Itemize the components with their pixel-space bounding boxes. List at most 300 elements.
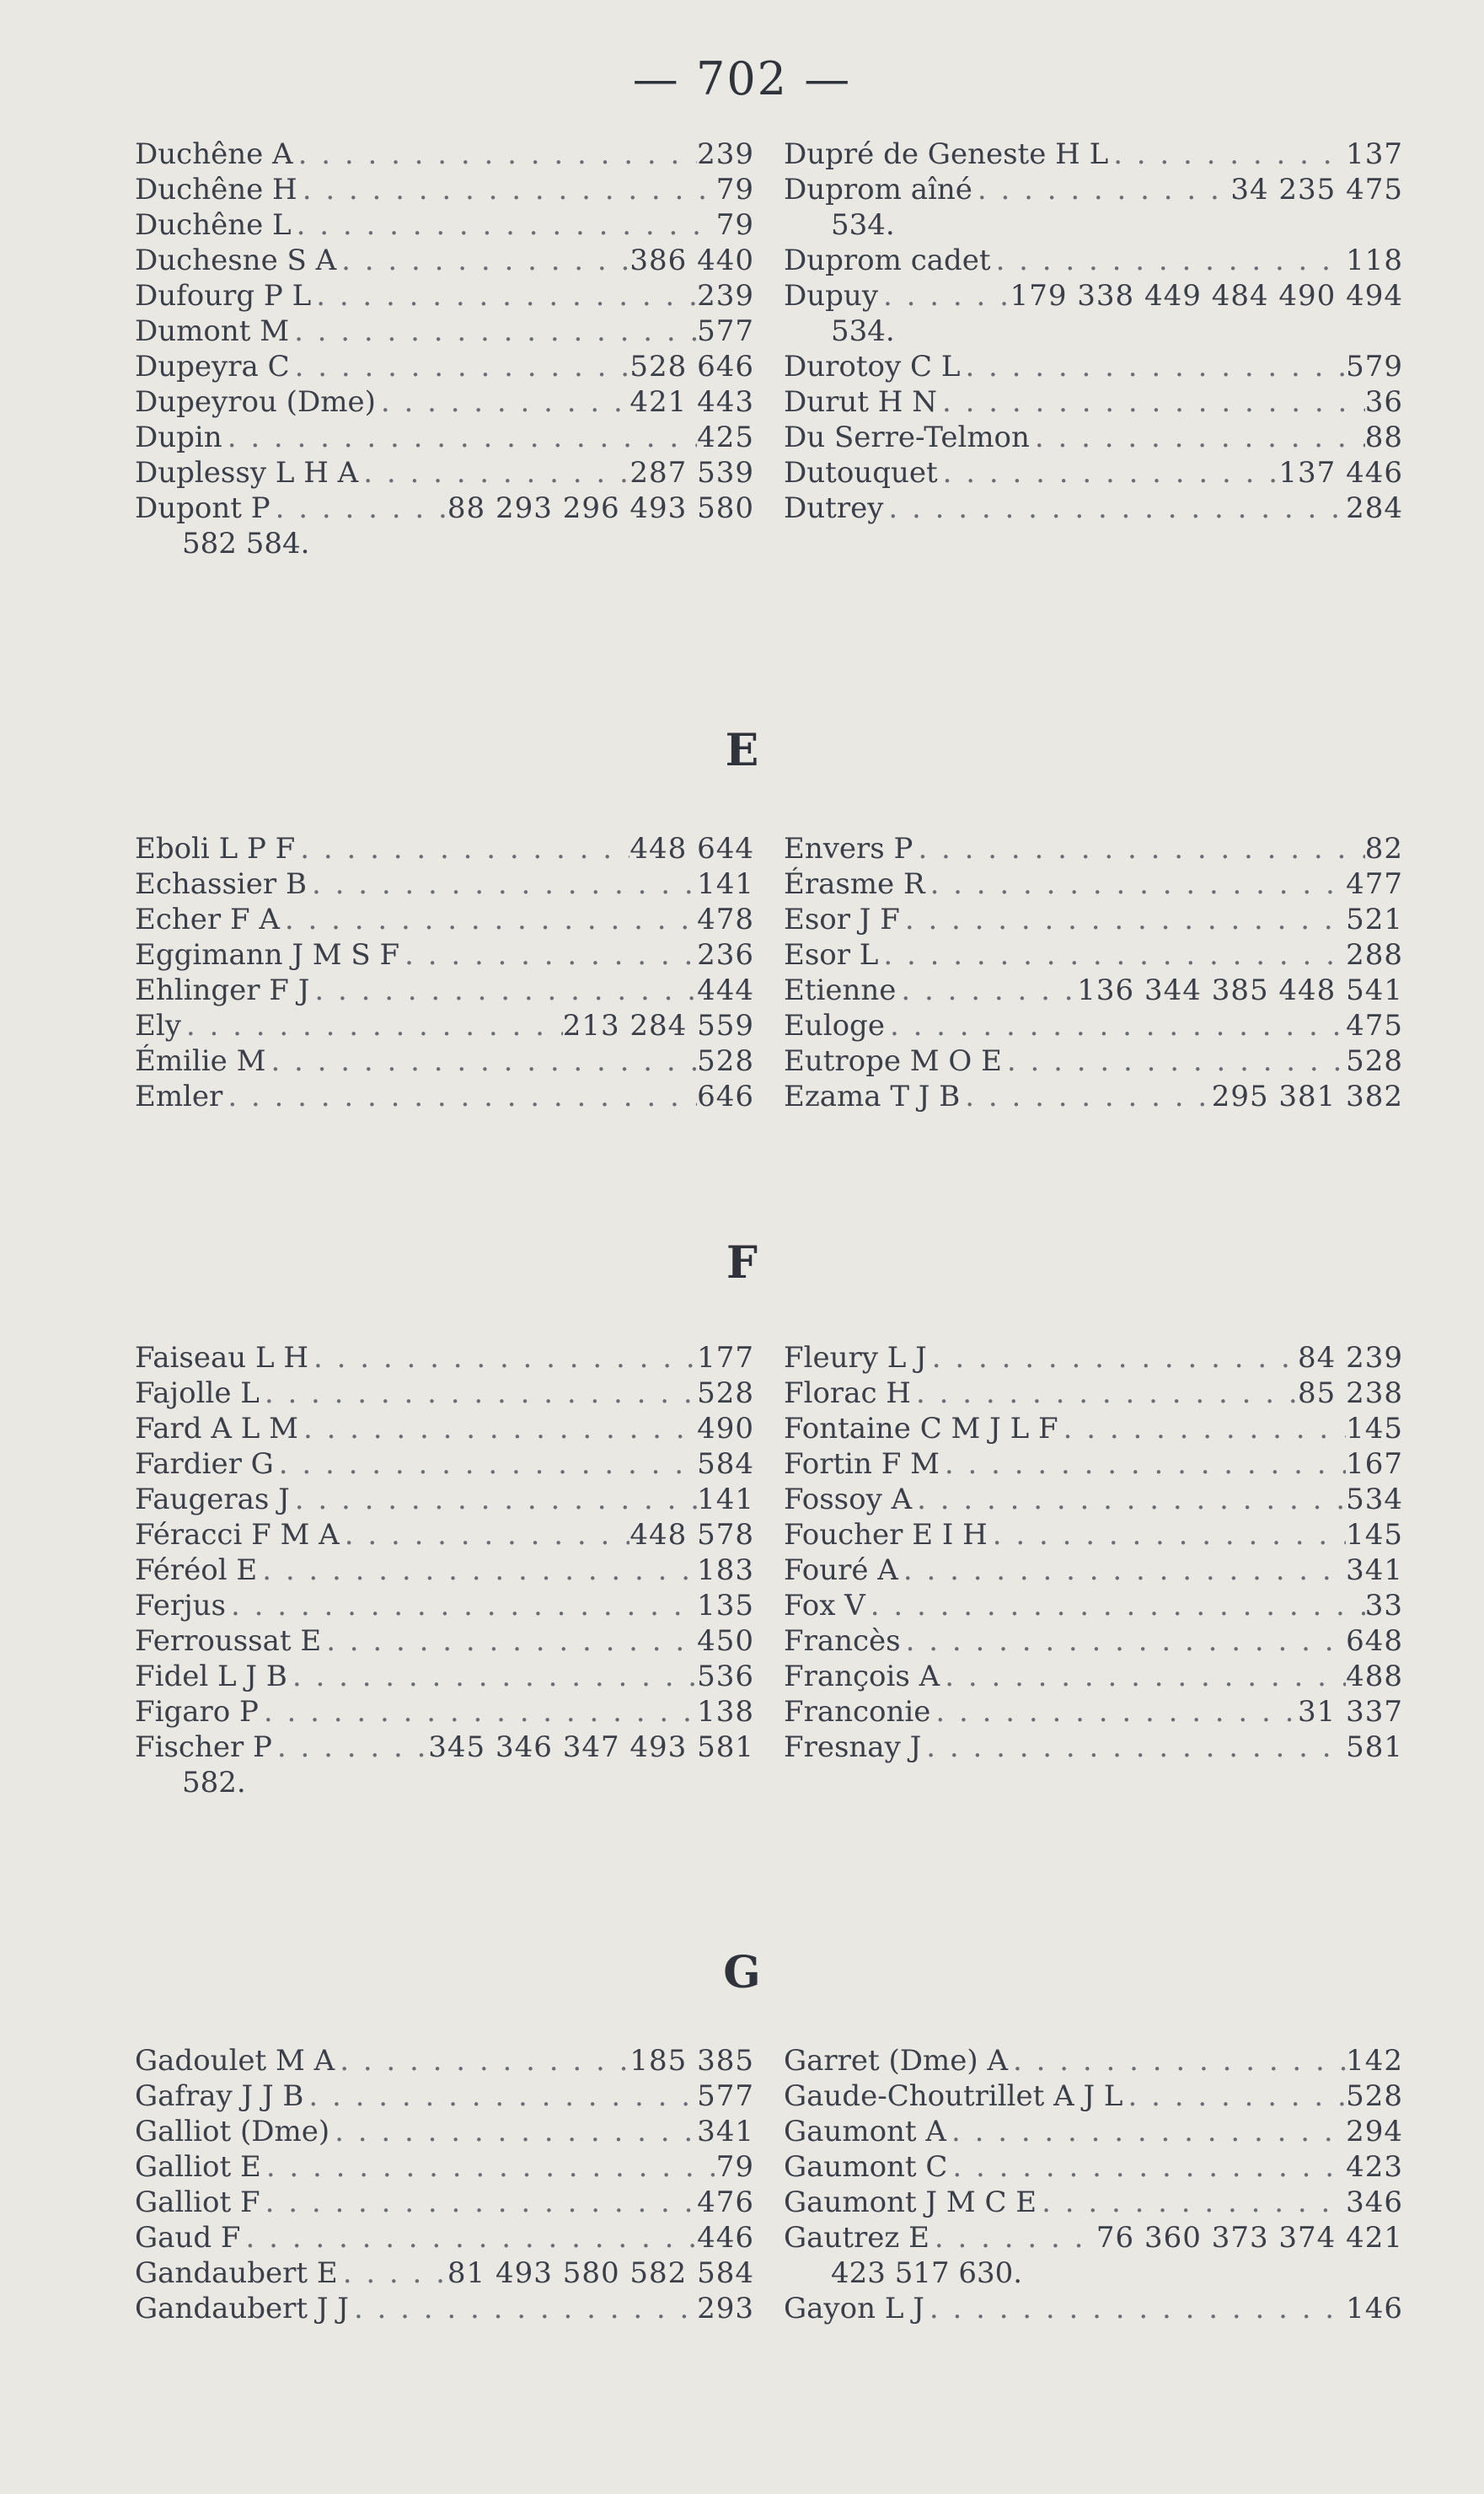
entry-name: Eggimann J M S F [135, 938, 400, 972]
entry-name: Fouré A [784, 1553, 898, 1587]
dot-leader [274, 1446, 697, 1482]
index-entry [135, 278, 754, 314]
section-g-left-column [135, 2043, 754, 2326]
entry-name: Fidel L J B [135, 1660, 287, 1693]
section-e-right-column [784, 831, 1403, 1114]
entry-page-refs: 81 493 580 582 584 [447, 2256, 754, 2290]
dot-leader [338, 2255, 447, 2291]
section-d-right-column-end [784, 349, 1403, 526]
index-entry [784, 455, 1403, 491]
index-entry [135, 1694, 754, 1730]
dot-leader [222, 420, 697, 455]
index-entry [784, 1588, 1403, 1623]
index-entry [784, 2078, 1403, 2114]
dot-leader [991, 243, 1347, 278]
entry-page-refs: 534 [1346, 1483, 1403, 1516]
dot-leader [311, 278, 697, 314]
entry-name: Dupré de Geneste H L [784, 137, 1109, 171]
entry-name: Gaumont J M C E [784, 2186, 1037, 2219]
entry-name: Francès [784, 1624, 901, 1658]
index-entry [784, 137, 1403, 172]
index-entry [135, 2149, 754, 2185]
entry-name: Gaumont C [784, 2150, 948, 2184]
index-entry [135, 491, 754, 526]
entry-page-refs: 646 [697, 1080, 754, 1113]
index-entry [135, 1411, 754, 1446]
dot-leader [865, 1588, 1365, 1623]
dot-leader [289, 314, 697, 349]
entry-name: Gandaubert E [135, 2256, 338, 2290]
entry-page-refs: 183 [697, 1553, 754, 1587]
entry-name: Duchêne H [135, 173, 297, 206]
entry-name: Fortin F M [784, 1447, 940, 1481]
dot-leader [937, 384, 1365, 420]
page-number: — 702 — [632, 52, 852, 105]
dot-leader [1002, 1043, 1346, 1079]
entry-page-refs: 294 [1346, 2115, 1403, 2148]
dot-leader [878, 937, 1346, 973]
entry-page-refs: 584 [697, 1447, 754, 1481]
dot-leader [925, 866, 1347, 902]
entry-name: Féracci F M A [135, 1518, 340, 1552]
entry-page-refs: 138 [697, 1695, 754, 1729]
entry-page-refs: 236 [697, 938, 754, 972]
dot-leader [260, 1376, 697, 1411]
dot-leader [349, 2291, 697, 2326]
entry-name: Eboli L P F [135, 832, 296, 866]
section-letter-f: F [726, 1237, 758, 1289]
entry-page-refs: 36 [1364, 385, 1403, 419]
entry-name: Duchêne L [135, 208, 292, 242]
continuation-line: 582. [182, 1766, 246, 1799]
entry-page-refs: 490 [697, 1412, 754, 1445]
dot-leader [307, 866, 697, 902]
entry-page-refs: 239 [697, 279, 754, 313]
entry-page-refs: 448 578 [629, 1518, 754, 1552]
dot-leader [280, 902, 697, 937]
dot-leader [181, 1008, 563, 1043]
index-entry [135, 384, 754, 420]
index-entry [784, 420, 1403, 455]
index-entry [784, 1340, 1403, 1376]
dot-leader [329, 2114, 697, 2149]
entry-name: Gafray J J B [135, 2079, 304, 2113]
index-entry [784, 831, 1403, 866]
entry-page-refs: 34 235 475 [1230, 173, 1403, 206]
entry-page-refs: 386 440 [629, 244, 754, 277]
entry-page-refs: 141 [697, 1483, 754, 1516]
section-g-right-column-end [784, 2291, 1403, 2326]
index-entry [784, 243, 1403, 278]
dot-leader [272, 1730, 428, 1765]
index-entry [784, 2291, 1403, 2326]
entry-name: Durotoy C L [784, 350, 961, 383]
dot-leader [290, 349, 630, 384]
entry-name: Gaud F [135, 2221, 241, 2255]
dot-leader [883, 491, 1346, 526]
entry-page-refs: 84 239 [1298, 1341, 1403, 1375]
section-letter-g: G [723, 1947, 761, 1998]
index-entry [135, 1340, 754, 1376]
entry-name: Dupuy [784, 279, 879, 313]
entry-name: Fox V [784, 1589, 865, 1622]
entry-page-refs: 536 [697, 1660, 754, 1693]
index-entry [135, 314, 754, 349]
section-e-left-column [135, 831, 754, 1114]
index-entry [784, 278, 1403, 314]
entry-page-refs: 179 338 449 484 490 494 [1010, 279, 1403, 313]
entry-page-refs: 579 [1346, 350, 1403, 383]
dot-leader [930, 2220, 1096, 2255]
dot-leader [878, 278, 1010, 314]
index-entry [784, 1730, 1403, 1765]
entry-name: Gayon L J [784, 2292, 924, 2325]
dot-leader [911, 1376, 1298, 1411]
index-entry [135, 1659, 754, 1694]
dot-leader [309, 973, 697, 1008]
entry-page-refs: 446 [697, 2221, 754, 2255]
entry-page-refs: 478 [697, 903, 754, 936]
entry-page-refs: 423 [1346, 2150, 1403, 2184]
entry-page-refs: 341 [1346, 1553, 1403, 1587]
dot-leader [1123, 2078, 1347, 2114]
index-entry [784, 1376, 1403, 1411]
entry-page-refs: 79 [715, 173, 754, 206]
index-entry [784, 1043, 1403, 1079]
entry-page-refs: 425 [697, 421, 754, 454]
index-entry [784, 937, 1403, 973]
index-entry [135, 902, 754, 937]
entry-page-refs: 145 [1346, 1412, 1403, 1445]
dot-leader [297, 172, 716, 207]
entry-page-refs: 488 [1346, 1660, 1403, 1693]
entry-page-refs: 185 385 [629, 2044, 754, 2078]
index-entry [135, 2185, 754, 2220]
dot-leader [1108, 137, 1346, 172]
dot-leader [271, 491, 447, 526]
entry-page-refs: 33 [1364, 1589, 1403, 1622]
dot-leader [947, 2149, 1346, 2185]
dot-leader [921, 1730, 1346, 1765]
dot-leader [340, 1517, 630, 1553]
entry-name: Gaude-Choutrillet A J L [784, 2079, 1123, 2113]
entry-name: Duprom aîné [784, 173, 972, 206]
entry-name: Echer F A [135, 903, 280, 936]
entry-page-refs: 577 [697, 2079, 754, 2113]
entry-page-refs: 528 [697, 1044, 754, 1078]
section-d-left-column [135, 137, 754, 526]
index-entry [135, 2114, 754, 2149]
entry-page-refs: 444 [697, 973, 754, 1007]
entry-page-refs: 475 [1346, 1009, 1403, 1043]
dot-leader [261, 2149, 716, 2185]
entry-name: Gadoulet M A [135, 2044, 335, 2078]
dot-leader [960, 349, 1346, 384]
index-entry [784, 1517, 1403, 1553]
index-entry [135, 1008, 754, 1043]
entry-page-refs: 476 [697, 2186, 754, 2219]
dot-leader [259, 1694, 697, 1730]
dot-leader [940, 1446, 1346, 1482]
dot-leader [335, 2043, 629, 2078]
entry-page-refs: 528 [1346, 2079, 1403, 2113]
entry-page-refs: 76 360 373 374 421 [1096, 2221, 1403, 2255]
entry-name: Dutouquet [784, 456, 938, 490]
entry-name: Fleury L J [784, 1341, 927, 1375]
dot-leader [924, 2291, 1346, 2326]
dot-leader [222, 1079, 697, 1114]
entry-name: Esor J F [784, 903, 900, 936]
index-entry [784, 384, 1403, 420]
dot-leader [257, 1553, 697, 1588]
entry-page-refs: 521 [1346, 903, 1403, 936]
dot-leader [287, 1659, 697, 1694]
index-entry [784, 2149, 1403, 2185]
index-entry [135, 2220, 754, 2255]
entry-page-refs: 421 443 [629, 385, 754, 419]
index-entry [784, 1553, 1403, 1588]
index-entry [135, 1623, 754, 1659]
dot-leader [290, 1482, 697, 1517]
entry-page-refs: 88 293 296 493 580 [447, 491, 754, 525]
entry-page-refs: 528 [697, 1376, 754, 1410]
entry-name: Dufourg P L [135, 279, 312, 313]
index-entry [135, 455, 754, 491]
entry-page-refs: 448 644 [629, 832, 754, 866]
index-entry [135, 1079, 754, 1114]
dot-leader [938, 455, 1279, 491]
entry-name: Garret (Dme) A [784, 2044, 1009, 2078]
index-entry [135, 1446, 754, 1482]
index-entry [784, 2220, 1403, 2255]
entry-name: Gaumont A [784, 2115, 946, 2148]
dot-leader [260, 2185, 698, 2220]
dot-leader [241, 2220, 698, 2255]
entry-page-refs: 142 [1346, 2044, 1403, 2078]
dot-leader [321, 1623, 697, 1659]
entry-page-refs: 293 [697, 2292, 754, 2325]
entry-name: François A [784, 1660, 940, 1693]
index-entry [135, 866, 754, 902]
entry-name: Duplessy L H A [135, 456, 359, 490]
dot-leader [336, 243, 629, 278]
entry-name: Duchêne A [135, 137, 293, 171]
dot-leader [960, 1079, 1211, 1114]
entry-name: Florac H [784, 1376, 911, 1410]
index-entry [784, 1659, 1403, 1694]
entry-name: Ehlinger F J [135, 973, 310, 1007]
entry-name: Eutrope M O E [784, 1044, 1002, 1078]
index-entry [135, 1043, 754, 1079]
index-entry [784, 2185, 1403, 2220]
section-letter-e: E [725, 725, 759, 776]
dot-leader [226, 1588, 697, 1623]
index-entry [784, 1482, 1403, 1517]
index-entry [135, 137, 754, 172]
entry-name: Ezama T J B [784, 1080, 961, 1113]
dot-leader [896, 973, 1077, 1008]
dot-leader [1058, 1411, 1347, 1446]
entry-name: Dutrey [784, 491, 884, 525]
index-entry [135, 243, 754, 278]
entry-name: Fischer P [135, 1730, 272, 1764]
entry-page-refs: 528 646 [629, 350, 754, 383]
entry-name: Duchesne S A [135, 244, 337, 277]
dot-leader [376, 384, 630, 420]
entry-name: Envers P [784, 832, 913, 866]
index-entry [135, 172, 754, 207]
section-f-left-column [135, 1340, 754, 1765]
entry-page-refs: 345 346 347 493 581 [428, 1730, 754, 1764]
index-entry [784, 1623, 1403, 1659]
entry-page-refs: 145 [1346, 1518, 1403, 1552]
entry-name: Faugeras J [135, 1483, 290, 1516]
entry-page-refs: 141 [697, 867, 754, 901]
continuation-line: 534. [831, 314, 895, 348]
index-entry [784, 2043, 1403, 2078]
index-entry [784, 1446, 1403, 1482]
entry-page-refs: 528 [1346, 1044, 1403, 1078]
index-entry [135, 2043, 754, 2078]
entry-page-refs: 648 [1346, 1624, 1403, 1658]
dot-leader [1037, 2185, 1346, 2220]
section-d-right-column-mid [784, 243, 1403, 314]
dot-leader [900, 902, 1346, 937]
dot-leader [930, 1694, 1298, 1730]
entry-page-refs: 284 [1346, 491, 1403, 525]
dot-leader [308, 1340, 697, 1376]
entry-name: Faiseau L H [135, 1341, 309, 1375]
continuation-line: 423 517 630. [831, 2256, 1023, 2290]
dot-leader [972, 172, 1230, 207]
entry-name: Emler [135, 1080, 223, 1113]
index-entry [135, 2078, 754, 2114]
entry-page-refs: 167 [1346, 1447, 1403, 1481]
index-entry [135, 1730, 754, 1765]
entry-name: Galliot E [135, 2150, 261, 2184]
entry-page-refs: 88 [1364, 421, 1403, 454]
dot-leader [1030, 420, 1365, 455]
dot-leader [946, 2114, 1346, 2149]
entry-page-refs: 79 [715, 2150, 754, 2184]
entry-page-refs: 177 [697, 1341, 754, 1375]
index-entry [135, 831, 754, 866]
dot-leader [298, 1411, 697, 1446]
entry-name: Euloge [784, 1009, 885, 1043]
index-entry [784, 973, 1403, 1008]
index-entry [784, 1694, 1403, 1730]
continuation-line: 534. [831, 208, 895, 242]
entry-name: Durut H N [784, 385, 937, 419]
entry-page-refs: 213 284 559 [562, 1009, 754, 1043]
dot-leader [885, 1008, 1346, 1043]
entry-name: Gandaubert J J [135, 2292, 349, 2325]
entry-name: Fossoy A [784, 1483, 913, 1516]
entry-name: Érasme R [784, 867, 925, 901]
entry-name: Galliot (Dme) [135, 2115, 330, 2148]
dot-leader [927, 1340, 1298, 1376]
index-entry [135, 349, 754, 384]
entry-name: Franconie [784, 1695, 931, 1729]
entry-name: Dupin [135, 421, 222, 454]
entry-page-refs: 288 [1346, 938, 1403, 972]
entry-page-refs: 450 [697, 1624, 754, 1658]
entry-name: Figaro P [135, 1695, 259, 1729]
entry-page-refs: 239 [697, 137, 754, 171]
dot-leader [265, 1043, 697, 1079]
entry-page-refs: 137 [1346, 137, 1403, 171]
entry-page-refs: 136 344 385 448 541 [1077, 973, 1403, 1007]
index-entry [135, 1482, 754, 1517]
entry-name: Féréol E [135, 1553, 258, 1587]
index-entry [784, 1411, 1403, 1446]
entry-name: Esor L [784, 938, 879, 972]
entry-name: Fardier G [135, 1447, 274, 1481]
index-entry [135, 1517, 754, 1553]
index-entry [135, 1553, 754, 1588]
index-entry [784, 866, 1403, 902]
dot-leader [303, 2078, 697, 2114]
dot-leader [295, 831, 629, 866]
entry-page-refs: 346 [1346, 2186, 1403, 2219]
entry-name: Galliot F [135, 2186, 260, 2219]
index-entry [135, 420, 754, 455]
entry-name: Émilie M [135, 1044, 266, 1078]
index-entry [135, 973, 754, 1008]
index-entry [784, 902, 1403, 937]
entry-name: Duprom cadet [784, 244, 991, 277]
dot-leader [988, 1517, 1346, 1553]
index-entry [135, 2291, 754, 2326]
index-entry [784, 172, 1403, 207]
index-entry [784, 1008, 1403, 1043]
index-entry [784, 2114, 1403, 2149]
section-f-right-column [784, 1340, 1403, 1765]
dot-leader [358, 455, 629, 491]
dot-leader [913, 831, 1364, 866]
entry-page-refs: 135 [697, 1589, 754, 1622]
entry-name: Ferroussat E [135, 1624, 322, 1658]
entry-name: Dupeyra C [135, 350, 290, 383]
entry-name: Gautrez E [784, 2221, 930, 2255]
entry-name: Fard A L M [135, 1412, 298, 1445]
dot-leader [292, 207, 716, 243]
entry-name: Fresnay J [784, 1730, 922, 1764]
entry-page-refs: 137 446 [1278, 456, 1403, 490]
index-entry [135, 1588, 754, 1623]
entry-page-refs: 31 337 [1298, 1695, 1403, 1729]
entry-name: Etienne [784, 973, 897, 1007]
dot-leader [1008, 2043, 1346, 2078]
dot-leader [898, 1553, 1346, 1588]
dot-leader [912, 1482, 1346, 1517]
entry-page-refs: 577 [697, 314, 754, 348]
index-entry [135, 207, 754, 243]
index-entry [784, 491, 1403, 526]
index-entry [135, 937, 754, 973]
dot-leader [901, 1623, 1346, 1659]
entry-name: Fontaine C M J L F [784, 1412, 1058, 1445]
entry-page-refs: 581 [1346, 1730, 1403, 1764]
continuation-line: 582 584. [182, 527, 310, 560]
entry-page-refs: 146 [1346, 2292, 1403, 2325]
dot-leader [293, 137, 697, 172]
index-entry [135, 1376, 754, 1411]
entry-page-refs: 118 [1346, 244, 1403, 277]
entry-page-refs: 82 [1364, 832, 1403, 866]
entry-name: Dupeyrou (Dme) [135, 385, 376, 419]
entry-name: Ely [135, 1009, 181, 1043]
